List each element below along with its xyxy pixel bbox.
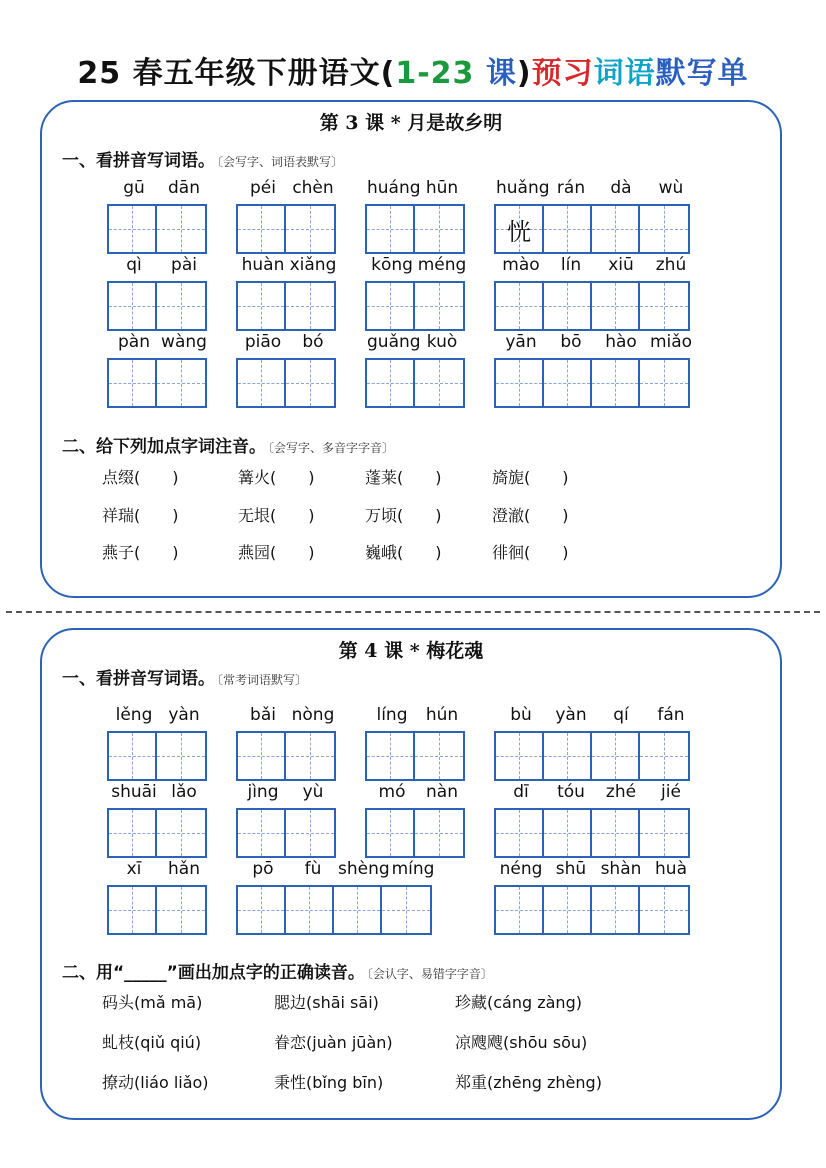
char-cell[interactable] — [157, 206, 205, 252]
char-cell[interactable] — [544, 810, 592, 856]
divider — [6, 611, 820, 613]
char-cell[interactable] — [544, 206, 592, 252]
char-cell[interactable] — [592, 360, 640, 406]
pinyin-label: hún — [425, 705, 459, 725]
char-cell[interactable] — [367, 733, 415, 779]
char-cell[interactable] — [415, 206, 463, 252]
pinyin-label: nàn — [426, 782, 458, 802]
phonetic-item: 燕园( ) — [238, 543, 315, 562]
phonetic-item: 秉性(bǐng bīn) — [274, 1073, 384, 1092]
char-cell[interactable] — [238, 810, 286, 856]
char-cell[interactable] — [496, 360, 544, 406]
phonetic-item: 点缀( ) — [102, 468, 179, 487]
char-cell[interactable] — [496, 810, 544, 856]
pinyin-label: miǎo — [649, 332, 693, 352]
char-cell[interactable] — [157, 887, 205, 933]
word-grid[interactable] — [365, 731, 465, 781]
pinyin-label: huǎng — [496, 178, 550, 198]
phonetic-item: 万顷( ) — [365, 506, 442, 525]
lesson4-section1-title: 一、看拼音写词语。 〔常考词语默写〕 — [62, 669, 308, 689]
char-cell[interactable] — [157, 810, 205, 856]
word-grid[interactable] — [236, 808, 336, 858]
char-cell[interactable] — [238, 283, 286, 329]
pinyin-label: rán — [556, 178, 586, 198]
phonetic-item: 旖旎( ) — [492, 468, 569, 487]
phonetic-item: 澄澈( ) — [492, 506, 569, 525]
phonetic-item: 撩动(liáo liǎo) — [102, 1073, 209, 1092]
pinyin-label: pài — [171, 255, 197, 275]
phonetic-item: 凉飕飕(shōu sōu) — [455, 1033, 588, 1052]
word-grid[interactable] — [494, 204, 690, 254]
word-grid[interactable] — [107, 885, 207, 935]
char-cell[interactable] — [592, 887, 640, 933]
pinyin-label: hūn — [425, 178, 459, 198]
char-cell[interactable] — [544, 733, 592, 779]
word-grid[interactable] — [236, 358, 336, 408]
word-grid[interactable] — [365, 808, 465, 858]
pinyin-label: líng — [376, 705, 408, 725]
pinyin-label: bù — [510, 705, 532, 725]
char-cell[interactable] — [109, 733, 157, 779]
char-cell[interactable] — [640, 206, 688, 252]
pinyin-label: yàn — [168, 705, 200, 725]
char-cell[interactable] — [640, 733, 688, 779]
pinyin-label: tóu — [557, 782, 585, 802]
phonetic-item: 祥瑞( ) — [102, 506, 179, 525]
char-cell[interactable] — [109, 283, 157, 329]
char-cell[interactable] — [157, 733, 205, 779]
char-cell[interactable] — [592, 733, 640, 779]
char-cell[interactable] — [592, 283, 640, 329]
char-cell[interactable] — [238, 733, 286, 779]
pinyin-label: pō — [252, 859, 274, 879]
phonetic-item: 虬枝(qiǔ qiú) — [102, 1033, 202, 1052]
char-cell[interactable] — [544, 283, 592, 329]
char-cell[interactable] — [496, 206, 544, 252]
given-char: 恍 — [507, 218, 531, 246]
pinyin-label: huáng — [367, 178, 421, 198]
char-cell[interactable] — [286, 887, 334, 933]
char-cell[interactable] — [109, 206, 157, 252]
pinyin-label: bó — [302, 332, 324, 352]
phonetic-item: 篝火( ) — [238, 468, 315, 487]
pinyin-label: huà — [655, 859, 687, 879]
pinyin-label: zhé — [605, 782, 637, 802]
phonetic-item: 腮边(shāi sāi) — [274, 993, 379, 1012]
char-cell[interactable] — [496, 887, 544, 933]
pinyin-label: bō — [560, 332, 582, 352]
lesson4-heading: 第 4 课 * 梅花魂 — [338, 640, 484, 662]
char-cell[interactable] — [544, 887, 592, 933]
char-cell[interactable] — [415, 733, 463, 779]
word-grid[interactable] — [494, 731, 690, 781]
char-cell[interactable] — [496, 733, 544, 779]
char-cell[interactable] — [367, 810, 415, 856]
pinyin-label: kuò — [426, 332, 458, 352]
char-cell[interactable] — [286, 360, 334, 406]
word-grid[interactable] — [236, 885, 432, 935]
char-cell[interactable] — [415, 810, 463, 856]
phonetic-item: 巍峨( ) — [365, 543, 442, 562]
char-cell[interactable] — [382, 887, 430, 933]
word-grid[interactable] — [365, 358, 465, 408]
pinyin-label: fù — [304, 859, 322, 879]
word-grid[interactable] — [236, 281, 336, 331]
pinyin-label: qí — [613, 705, 629, 725]
pinyin-label: lěng — [115, 705, 153, 725]
char-cell[interactable] — [157, 360, 205, 406]
pinyin-label: yān — [505, 332, 537, 352]
char-cell[interactable] — [367, 360, 415, 406]
lesson3-section2-title: 二、给下列加点字词注音。 〔会写字、多音字字音〕 — [62, 437, 395, 457]
word-grid[interactable] — [107, 281, 207, 331]
pinyin-label: bǎi — [250, 705, 276, 725]
phonetic-item: 珍藏(cáng zàng) — [455, 993, 582, 1012]
char-cell[interactable] — [592, 206, 640, 252]
word-grid[interactable] — [494, 281, 690, 331]
pinyin-label: jié — [661, 782, 681, 802]
pinyin-label: shàn — [600, 859, 642, 879]
word-grid[interactable] — [107, 808, 207, 858]
pinyin-label: kōng — [371, 255, 413, 275]
char-cell[interactable] — [109, 360, 157, 406]
char-cell[interactable] — [238, 360, 286, 406]
pinyin-label: xiū — [608, 255, 634, 275]
pinyin-label: nòng — [291, 705, 335, 725]
pinyin-label: shū — [555, 859, 587, 879]
char-cell[interactable] — [286, 733, 334, 779]
pinyin-label: mào — [502, 255, 540, 275]
word-grid[interactable] — [494, 808, 690, 858]
pinyin-label: xī — [126, 859, 142, 879]
pinyin-label: jìng — [247, 782, 279, 802]
char-cell[interactable] — [640, 810, 688, 856]
char-cell[interactable] — [415, 360, 463, 406]
pinyin-label: yàn — [555, 705, 587, 725]
phonetic-item: 徘徊( ) — [492, 543, 569, 562]
word-grid[interactable] — [236, 731, 336, 781]
char-cell[interactable] — [286, 206, 334, 252]
char-cell[interactable] — [286, 810, 334, 856]
phonetic-item: 眷恋(juàn jūàn) — [274, 1033, 393, 1052]
phonetic-item: 燕子( ) — [102, 543, 179, 562]
char-cell[interactable] — [544, 360, 592, 406]
char-cell[interactable] — [640, 283, 688, 329]
pinyin-label: gū — [123, 178, 145, 198]
phonetic-item: 无垠( ) — [238, 506, 315, 525]
pinyin-label: hǎn — [168, 859, 200, 879]
pinyin-label: péi — [250, 178, 276, 198]
pinyin-label: qì — [126, 255, 142, 275]
pinyin-label: dī — [513, 782, 529, 802]
pinyin-label: míng — [391, 859, 435, 879]
word-grid[interactable] — [107, 358, 207, 408]
char-cell[interactable] — [238, 887, 286, 933]
pinyin-label: chèn — [292, 178, 334, 198]
pinyin-label: dà — [610, 178, 632, 198]
char-cell[interactable] — [367, 283, 415, 329]
word-grid[interactable] — [107, 204, 207, 254]
char-cell[interactable] — [334, 887, 382, 933]
char-cell[interactable] — [109, 810, 157, 856]
char-cell[interactable] — [286, 283, 334, 329]
char-cell[interactable] — [238, 206, 286, 252]
pinyin-label: guǎng — [367, 332, 421, 352]
pinyin-label: pàn — [118, 332, 150, 352]
char-cell[interactable] — [109, 887, 157, 933]
pinyin-label: méng — [417, 255, 467, 275]
pinyin-label: lǎo — [171, 782, 197, 802]
pinyin-label: wù — [658, 178, 684, 198]
phonetic-item: 郑重(zhēng zhèng) — [455, 1073, 602, 1092]
pinyin-label: piāo — [244, 332, 282, 352]
pinyin-label: néng — [499, 859, 543, 879]
word-grid[interactable] — [365, 204, 465, 254]
pinyin-label: dān — [168, 178, 200, 198]
pinyin-label: wàng — [161, 332, 207, 352]
pinyin-label: huàn — [241, 255, 285, 275]
char-cell[interactable] — [367, 206, 415, 252]
word-grid[interactable] — [494, 885, 690, 935]
word-grid[interactable] — [107, 731, 207, 781]
page-title: 25 春五年级下册语文(1-23 课)预习词语默写单 — [77, 56, 749, 91]
word-grid[interactable] — [365, 281, 465, 331]
pinyin-label: yù — [302, 782, 324, 802]
char-cell[interactable] — [157, 283, 205, 329]
pinyin-label: xiǎng — [289, 255, 337, 275]
lesson4-section2-title: 二、用“_____”画出加点字的正确读音。 〔会认字、易错字字音〕 — [62, 963, 493, 983]
pinyin-label: zhú — [655, 255, 687, 275]
phonetic-item: 码头(mǎ mā) — [102, 993, 203, 1012]
lesson3-section1-title: 一、看拼音写词语。 〔会写字、词语表默写〕 — [62, 151, 344, 171]
char-cell[interactable] — [640, 887, 688, 933]
pinyin-label: mó — [378, 782, 406, 802]
pinyin-label: lín — [560, 255, 582, 275]
lesson3-heading: 第 3 课 * 月是故乡明 — [319, 112, 503, 134]
pinyin-label: shuāi — [111, 782, 157, 802]
phonetic-item: 蓬莱( ) — [365, 468, 442, 487]
char-cell[interactable] — [496, 283, 544, 329]
char-cell[interactable] — [640, 360, 688, 406]
pinyin-label: hào — [605, 332, 637, 352]
char-cell[interactable] — [415, 283, 463, 329]
char-cell[interactable] — [592, 810, 640, 856]
word-grid[interactable] — [236, 204, 336, 254]
pinyin-label: fán — [657, 705, 685, 725]
word-grid[interactable] — [494, 358, 690, 408]
pinyin-label: shèng — [338, 859, 390, 879]
